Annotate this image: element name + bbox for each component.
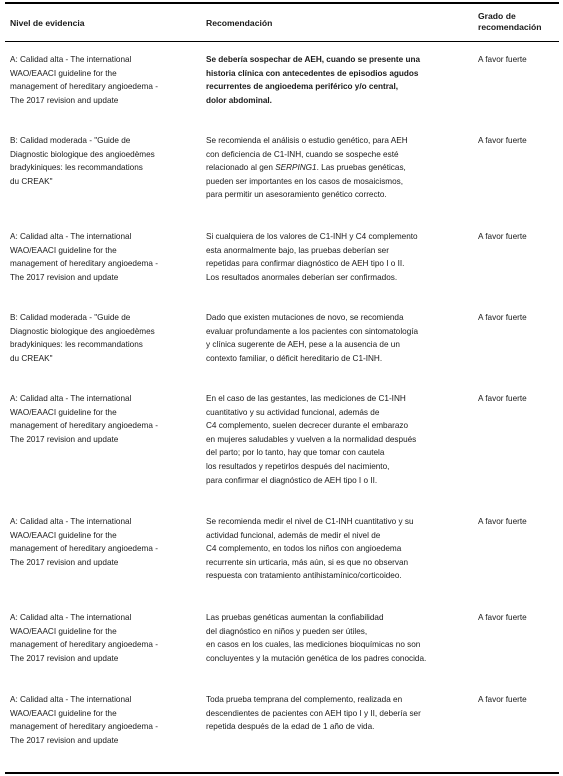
recommendation-cell: Si cualquiera de los valores de C1-INH y C4 complemento esta anormalmente bajo, las pruebas deberían ser repetidas para confirmar diagnóstico de AEH tipo I o II. Los resultados anormales deberían ser confirmados. <box>206 232 418 282</box>
recommendation-cell: Las pruebas genéticas aumentan la confiabilidad del diagnóstico en niños y pueden ser útiles, en casos en los cuales, las mediciones bioquímicas no son concluyentes y la mutación genética de los padres conocida. <box>206 613 427 663</box>
grade-cell: A favor fuerte <box>478 232 527 241</box>
recommendation-cell: Se recomienda medir el nivel de C1-INH cuantitativo y su actividad funcional, además de medir el nivel de C4 complemento, en todos los niños con angioedema recurrente sin urticaria, más aún, si es que no observan respuesta con tratamiento antihistamínico/corticoideo. <box>206 517 414 581</box>
recommendation-cell: Dado que existen mutaciones de novo, se recomienda evaluar profundamente a los pacientes con sintomatología y clínica sugerente de AEH, pese a la ausencia de un contexto familiar, o déficit hereditario de C1-INH. <box>206 313 419 363</box>
grade-cell: A favor fuerte <box>478 613 527 622</box>
recommendation-cell <box>206 134 474 202</box>
recommendation-text: Se recomienda el análisis o estudio genético, para AEH con deficiencia de C1-INH, cuando se sospeche esté relacionado al gen <box>206 136 408 173</box>
header-recommendation: Recomendación <box>206 18 273 28</box>
grade-cell: A favor fuerte <box>478 55 527 64</box>
grade-cell: A favor fuerte <box>478 394 527 403</box>
evidence-cell: A: Calidad alta - The international WAO/EAACI guideline for the management of hereditary angioedema - The 2017 revision and update <box>10 394 158 444</box>
grade-cell: A favor fuerte <box>478 695 527 704</box>
grade-cell: A favor fuerte <box>478 136 527 145</box>
header-evidence: Nivel de evidencia <box>10 18 85 28</box>
recommendation-cell: Toda prueba temprana del complemento, realizada en descendientes de pacientes con AEH tipo I y II, debería ser repetida después de la edad de 1 año de vida. <box>206 695 421 732</box>
grade-cell: A favor fuerte <box>478 517 527 526</box>
evidence-cell: A: Calidad alta - The international WAO/EAACI guideline for the management of hereditary angioedema - The 2017 revision and update <box>10 232 158 282</box>
gene-name: SERPING1 <box>275 163 317 173</box>
evidence-cell: B: Calidad moderada - "Guide de Diagnostic biologique des angioedèmes bradykiniques: les recommandations du CREAK" <box>10 136 155 186</box>
evidence-cell: A: Calidad alta - The international WAO/EAACI guideline for the management of hereditary angioedema - The 2017 revision and update <box>10 517 158 567</box>
header-grade: Grado de recomendación <box>478 11 542 32</box>
table-header-rule <box>5 41 559 42</box>
evidence-cell: A: Calidad alta - The international WAO/EAACI guideline for the management of hereditary angioedema - The 2017 revision and update <box>10 55 158 105</box>
recommendation-cell: En el caso de las gestantes, las mediciones de C1-INH cuantitativo y su actividad funcional, además de C4 complemento, suelen decrecer durante el embarazo en mujeres saludables y vuelven a la normalidad después del parto; por lo tanto, hay que tomar con cautela los resultados y repetirlos después del nacimiento, para confirmar el diagnóstico de AEH tipo I o II. <box>206 394 417 485</box>
table-bottom-rule <box>5 772 559 774</box>
table-top-rule <box>5 2 559 4</box>
evidence-cell: B: Calidad moderada - "Guide de Diagnostic biologique des angioedèmes bradykiniques: les recommandations du CREAK" <box>10 313 155 363</box>
evidence-cell: A: Calidad alta - The international WAO/EAACI guideline for the management of hereditary angioedema - The 2017 revision and update <box>10 613 158 663</box>
grade-cell: A favor fuerte <box>478 313 527 322</box>
recommendation-text: . Las pruebas genéticas, pueden ser importantes en los casos de mosaicismos, para permitir un asesoramiento genético correcto. <box>206 163 406 200</box>
evidence-cell: A: Calidad alta - The international WAO/EAACI guideline for the management of hereditary angioedema - The 2017 revision and update <box>10 695 158 745</box>
recommendation-cell: Se debería sospechar de AEH, cuando se presente una historia clínica con antecedentes de episodios agudos recurrentes de angioedema periférico y/o central, dolor abdominal. <box>206 55 421 105</box>
